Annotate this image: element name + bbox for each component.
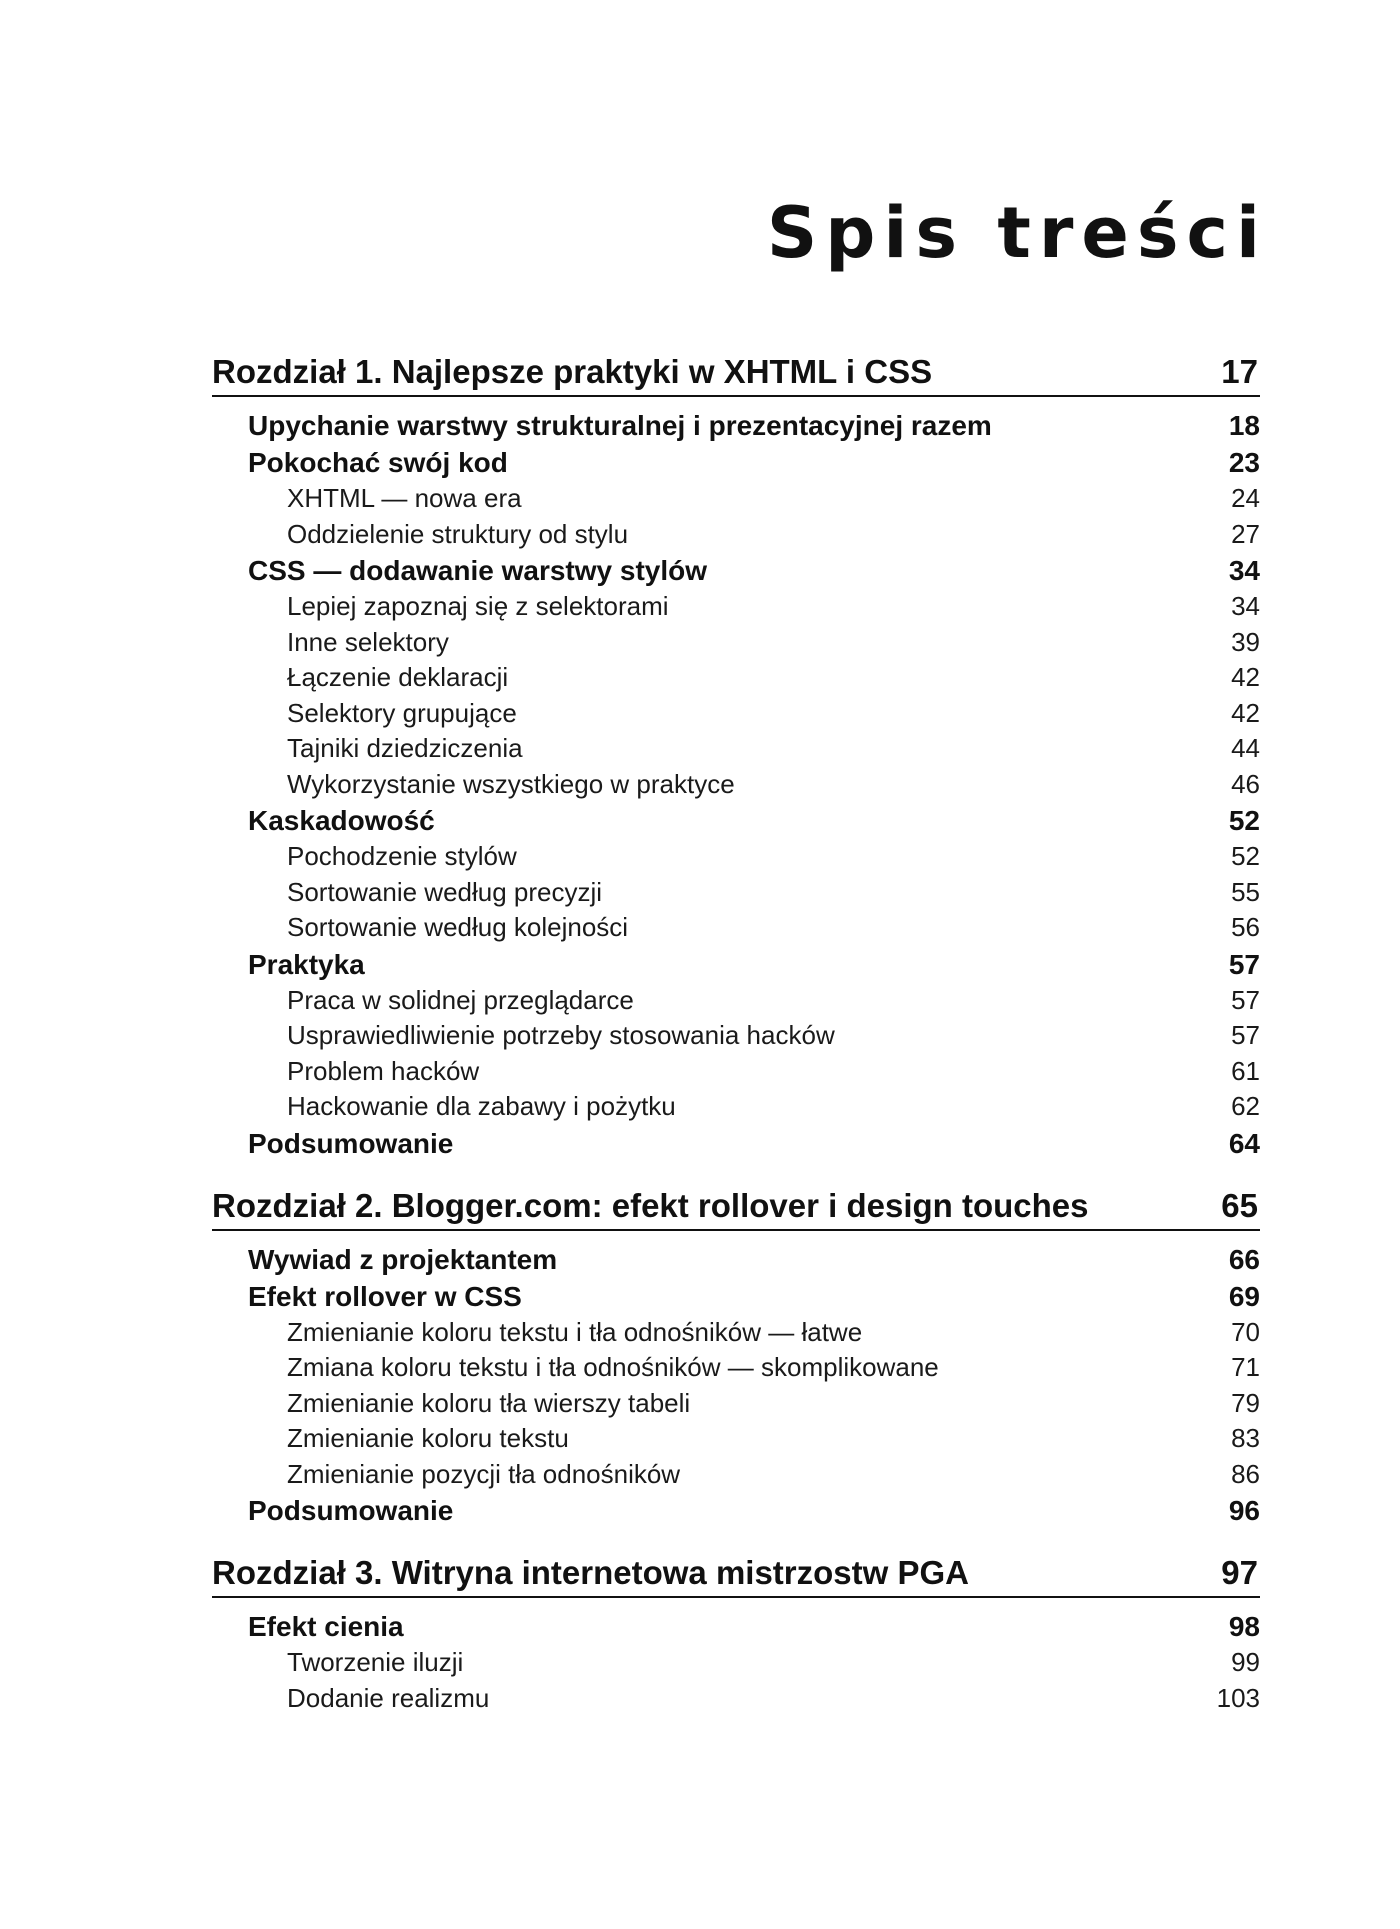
entry-title: Oddzielenie struktury od stylu	[287, 518, 629, 549]
entry-page-number: 69	[1228, 1280, 1260, 1312]
entry-title: Wykorzystanie wszystkiego w praktyce	[287, 768, 735, 799]
toc-subsection-entry	[212, 625, 1260, 661]
entry-title: Sortowanie według kolejności	[287, 912, 629, 942]
entry-title: Tworzenie iluzji	[287, 1647, 464, 1677]
entry-page-number: 64	[1228, 1127, 1260, 1159]
entry-page-number: 57	[1231, 1020, 1260, 1050]
entry-page-number: 98	[1228, 1611, 1260, 1642]
entry-title: Kaskadowość	[248, 805, 435, 836]
entry-page-number: 39	[1231, 626, 1260, 657]
chapter-page-number: 65	[1221, 1186, 1258, 1224]
entry-page-number: 61	[1231, 1055, 1260, 1086]
entry-title: Inne selektory	[287, 626, 449, 657]
entry-page-number: 66	[1228, 1243, 1260, 1275]
chapter-page-number: 97	[1221, 1554, 1258, 1591]
entry-title: Pochodzenie stylów	[287, 841, 517, 871]
chapter-title: Rozdział 2. Blogger.com: efekt rollover i design touches	[212, 1186, 1089, 1224]
entry-title: Problem hacków	[287, 1055, 480, 1086]
entry-page-number: 52	[1231, 841, 1260, 871]
toc-subsection-entry	[212, 1681, 1260, 1717]
chapter-heading	[212, 1184, 1260, 1231]
toc-section-entry	[212, 1241, 1260, 1278]
chapter-page-number: 17	[1221, 353, 1258, 390]
toc-subsection-entry	[212, 1350, 1260, 1386]
entry-title: Lepiej zapoznaj się z selektorami	[287, 591, 669, 621]
toc-section-entry	[212, 1125, 1260, 1162]
entry-page-number: 86	[1231, 1458, 1260, 1489]
entry-page-number: 46	[1231, 768, 1260, 799]
toc-subsection-entry	[212, 1386, 1260, 1422]
toc-subsection-entry	[212, 731, 1260, 767]
entry-page-number: 24	[1231, 483, 1260, 513]
entry-page-number: 52	[1228, 805, 1260, 836]
entry-page-number: 23	[1228, 447, 1260, 478]
toc-section-entry	[212, 552, 1260, 589]
entry-title: Zmienianie koloru tekstu i tła odnośników — łatwe	[287, 1316, 863, 1347]
entry-title: Tajniki dziedziczenia	[287, 733, 523, 763]
toc-section-entry	[212, 407, 1260, 444]
toc-subsection-entry	[212, 983, 1260, 1019]
entry-page-number: 44	[1231, 733, 1260, 763]
entry-page-number: 42	[1231, 662, 1260, 692]
entry-page-number: 71	[1231, 1352, 1260, 1382]
entry-title: Zmienianie pozycji tła odnośników	[287, 1458, 681, 1489]
toc-subsection-entry	[212, 1315, 1260, 1351]
entry-title: Hackowanie dla zabawy i pożytku	[287, 1091, 676, 1121]
toc-section-entry	[212, 1278, 1260, 1315]
entry-page-number: 103	[1216, 1682, 1260, 1713]
entry-title: Podsumowanie	[248, 1495, 454, 1526]
toc-subsection-entry	[212, 517, 1260, 553]
toc-subsection-entry	[212, 767, 1260, 803]
entry-title: Zmiana koloru tekstu i tła odnośników — skomplikowane	[287, 1352, 939, 1382]
entry-page-number: 57	[1228, 948, 1260, 980]
entry-title: Praktyka	[248, 948, 365, 980]
entry-title: Sortowanie według precyzji	[287, 876, 603, 907]
entry-title: Efekt rollover w CSS	[248, 1280, 522, 1312]
entry-page-number: 34	[1231, 591, 1260, 621]
toc-section-entry	[212, 802, 1260, 839]
toc-subsection-entry	[212, 1054, 1260, 1090]
entry-title: XHTML — nowa era	[287, 483, 522, 513]
entry-page-number: 42	[1231, 697, 1260, 728]
entry-page-number: 96	[1228, 1495, 1260, 1526]
entry-title: Zmienianie koloru tekstu	[287, 1423, 569, 1453]
chapter-3	[212, 1551, 1260, 1716]
toc-subsection-entry	[212, 875, 1260, 911]
page-title: Spis treści	[766, 192, 1268, 274]
entry-page-number: 27	[1231, 518, 1260, 549]
entry-page-number: 83	[1231, 1423, 1260, 1453]
entry-page-number: 34	[1228, 555, 1260, 586]
entry-title: Selektory grupujące	[287, 697, 517, 728]
toc-section-entry	[212, 1492, 1260, 1529]
entry-title: Zmienianie koloru tła wierszy tabeli	[287, 1387, 691, 1418]
chapter-2	[212, 1184, 1260, 1530]
entry-title: Wywiad z projektantem	[248, 1243, 558, 1275]
chapter-title: Rozdział 3. Witryna internetowa mistrzostw PGA	[212, 1554, 969, 1591]
entry-title: Podsumowanie	[248, 1127, 454, 1159]
toc-subsection-entry	[212, 1645, 1260, 1681]
chapter-title: Rozdział 1. Najlepsze praktyki w XHTML i CSS	[212, 353, 933, 390]
toc-subsection-entry	[212, 1018, 1260, 1054]
entry-title: Usprawiedliwienie potrzeby stosowania hacków	[287, 1020, 835, 1050]
entry-page-number: 56	[1231, 912, 1260, 942]
entry-page-number: 70	[1231, 1316, 1260, 1347]
toc-subsection-entry	[212, 481, 1260, 517]
entry-page-number: 62	[1231, 1091, 1260, 1121]
chapter-heading	[212, 1551, 1260, 1598]
entry-title: Łączenie deklaracji	[287, 662, 509, 692]
toc-subsection-entry	[212, 910, 1260, 946]
entry-page-number: 57	[1231, 984, 1260, 1015]
toc-section-entry	[212, 1608, 1260, 1645]
chapter-1	[212, 350, 1260, 1162]
entry-page-number: 99	[1231, 1647, 1260, 1677]
toc-subsection-entry	[212, 696, 1260, 732]
entry-page-number: 79	[1231, 1387, 1260, 1418]
entry-title: CSS — dodawanie warstwy stylów	[248, 555, 708, 586]
table-of-contents	[212, 350, 1260, 1716]
toc-subsection-entry	[212, 839, 1260, 875]
toc-subsection-entry	[212, 1457, 1260, 1493]
entry-title: Dodanie realizmu	[287, 1682, 490, 1713]
entry-title: Efekt cienia	[248, 1611, 404, 1642]
toc-section-entry	[212, 946, 1260, 983]
entry-page-number: 18	[1228, 410, 1260, 441]
toc-subsection-entry	[212, 589, 1260, 625]
entry-title: Upychanie warstwy strukturalnej i prezentacyjnej razem	[248, 410, 992, 441]
entry-page-number: 55	[1231, 876, 1260, 907]
toc-subsection-entry	[212, 1421, 1260, 1457]
chapter-heading	[212, 350, 1260, 397]
entry-title: Praca w solidnej przeglądarce	[287, 984, 634, 1015]
entry-title: Pokochać swój kod	[248, 447, 508, 478]
toc-subsection-entry	[212, 660, 1260, 696]
toc-subsection-entry	[212, 1089, 1260, 1125]
toc-section-entry	[212, 444, 1260, 481]
